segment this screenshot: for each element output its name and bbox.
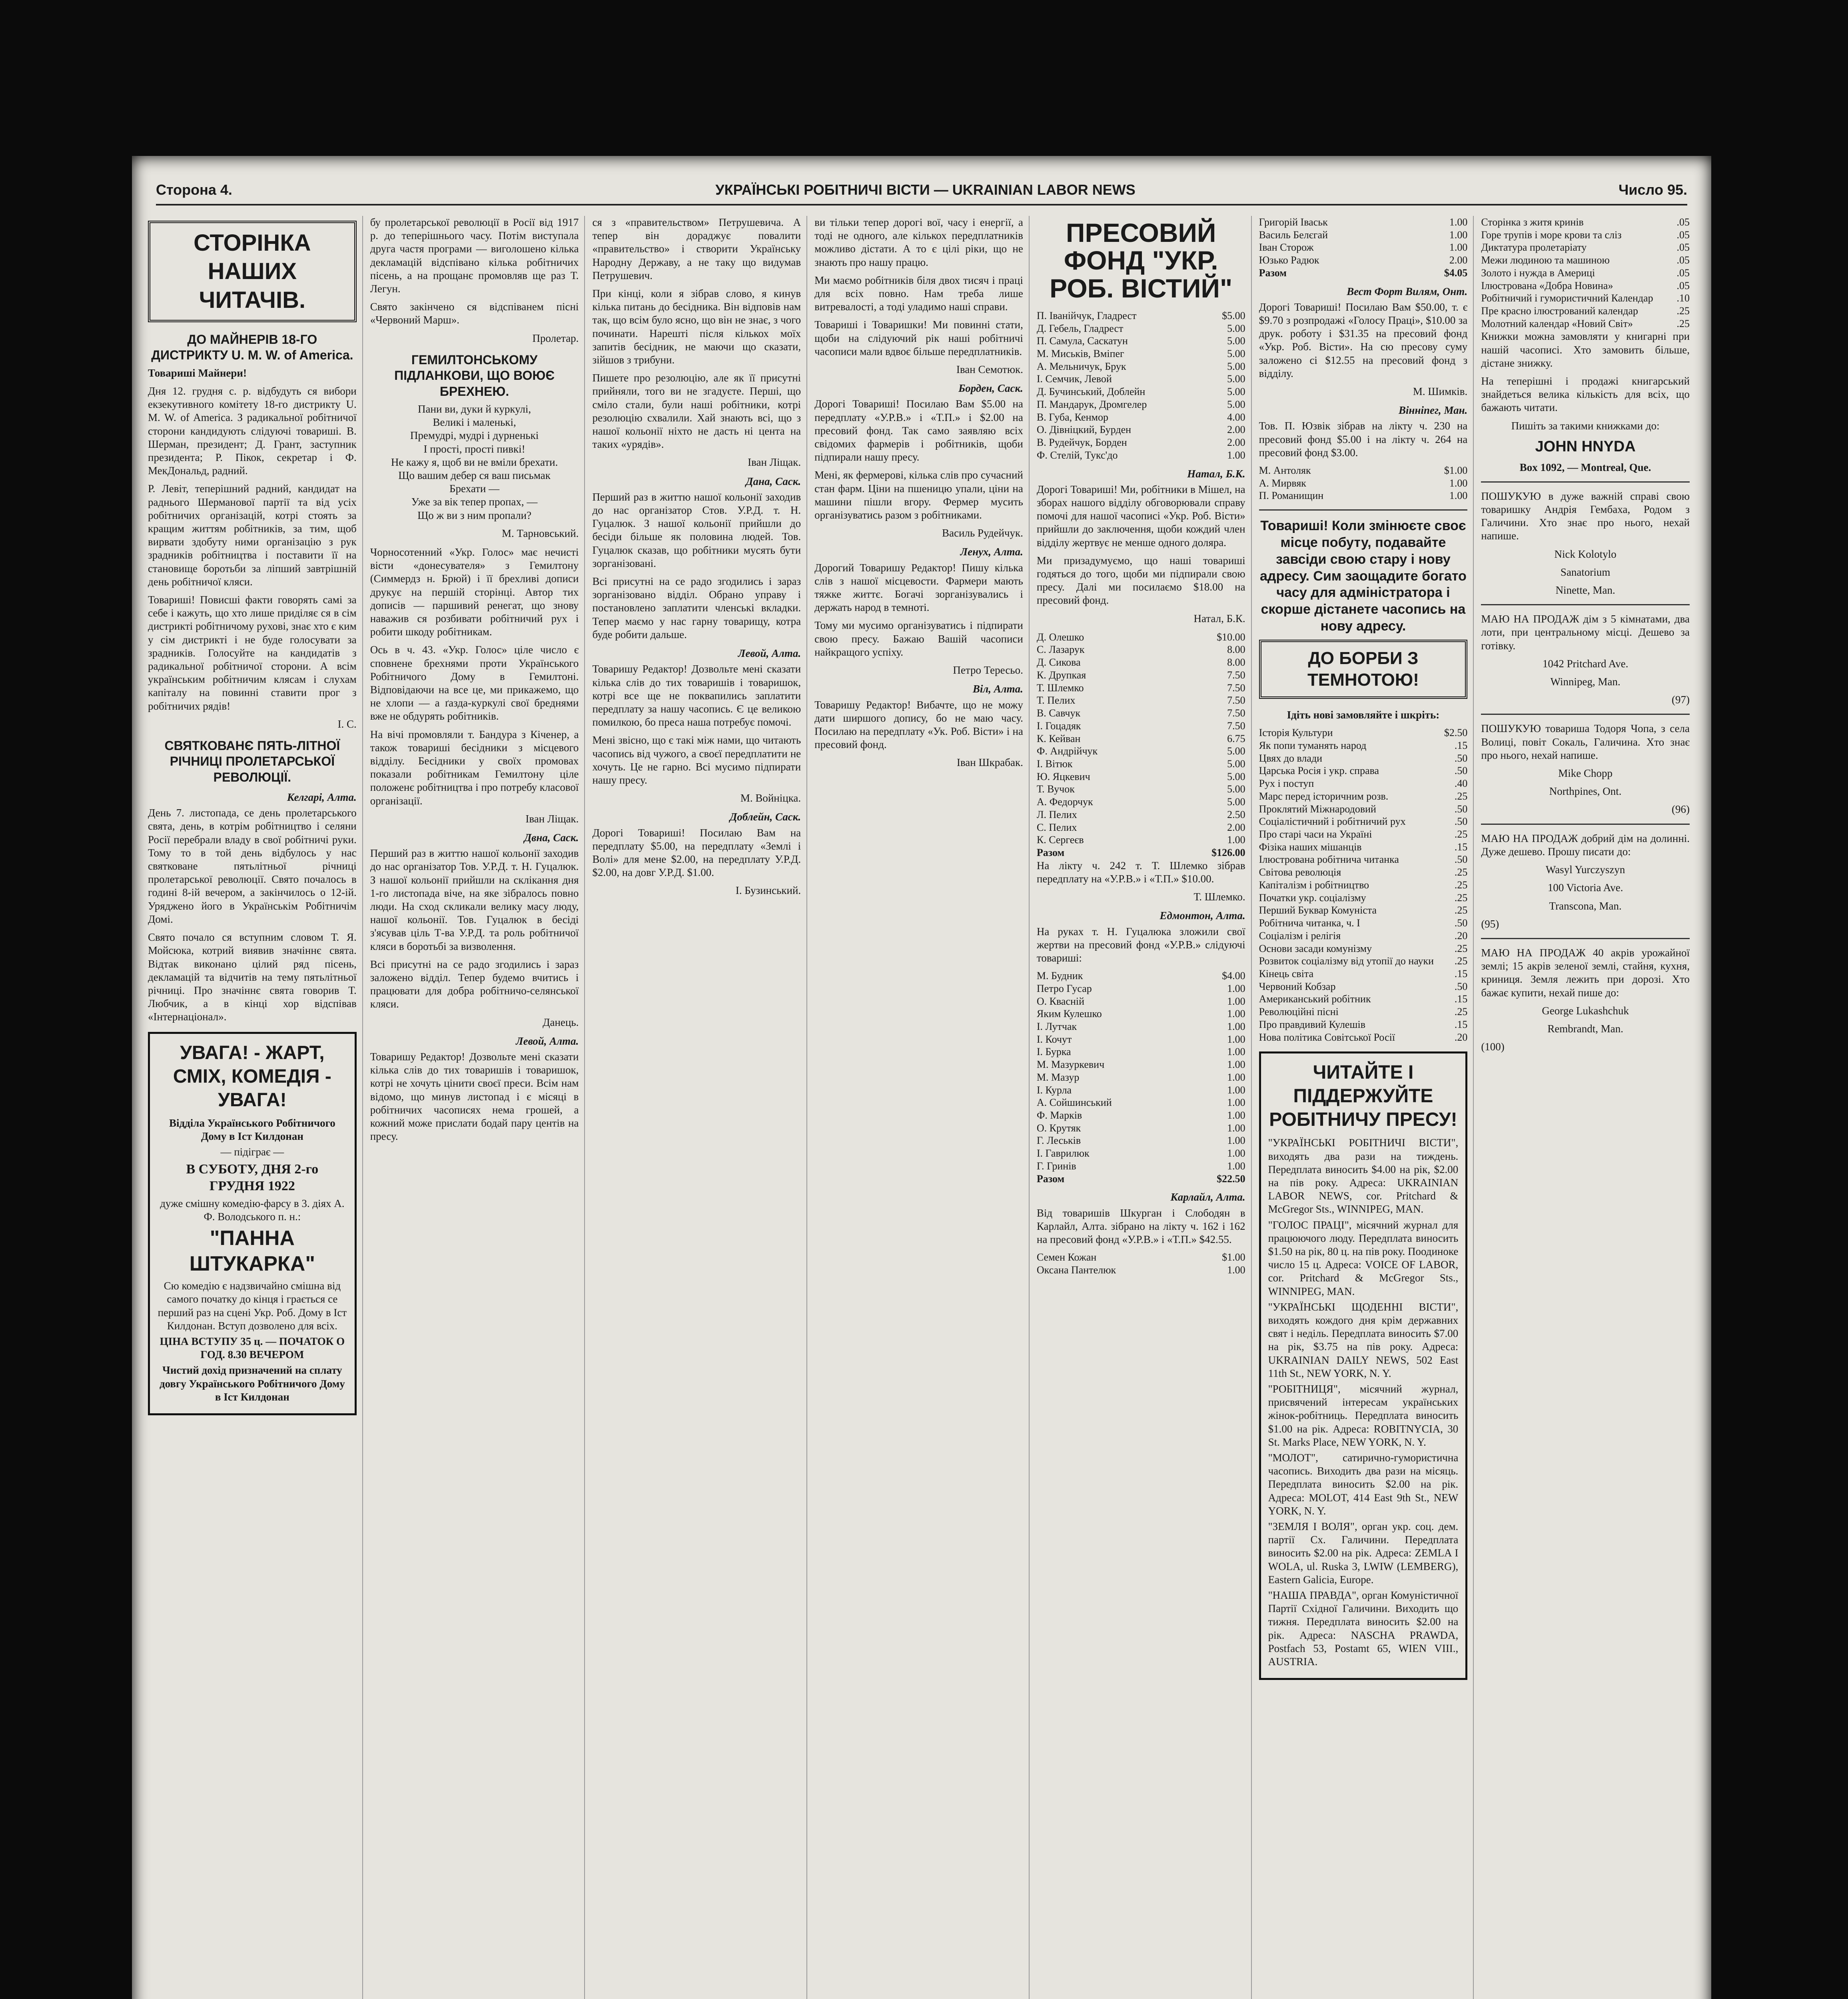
signature: І. Бузинський. (735, 884, 801, 897)
ad-address: Transcona, Man. (1549, 900, 1622, 912)
ad-number: (96) (1672, 803, 1690, 816)
list-item: І. Курла 1.00 (1036, 1084, 1245, 1096)
place: Карлайл, Алта. (1170, 1191, 1245, 1203)
column-4 (814, 216, 1030, 1999)
column-7 (1481, 216, 1695, 1999)
event-price: ЦІНА ВСТУПУ 35 ц. — ПОЧАТОК О ГОД. 8.30 ВЕЧЕРОМ (160, 1335, 345, 1361)
place: Левой, Алта. (516, 1035, 579, 1047)
list-item: В. Губа, Кенмор 4.00 (1036, 411, 1245, 423)
paragraph: Всі присутні на се радо згодились і зараз заложено відділ. Тепер будемо вчитись і працювати для добра робітничо-селянської кляси. (370, 958, 579, 1010)
list-item: Ф. Андрійчук 5.00 (1036, 745, 1245, 757)
paragraph: Дня 12. грудня с. р. відбудуть ся вибори екзекутивного комітету 18-го дистрикту U. M. W. of America. З радикальної робітничої сторони кандидують слідуючі товариші. В. Шерман, президент; Д. Грант, заступник президента; Р. Пікок, секретар і Ф. МекДональд, радний. (148, 385, 357, 477)
list-total: Разом $126.00 (1036, 846, 1245, 858)
list-item: І. Гоцадяк 7.50 (1036, 720, 1245, 732)
list-item: Марс перед історичним розв. .25 (1259, 790, 1468, 802)
list-item: Царська Росія і укр. справа .50 (1259, 765, 1468, 777)
list-item: Ю. Яцкевич 5.00 (1036, 770, 1245, 782)
paragraph: Дорогі Товариші! Посилаю Вам $50.00, т. є $9.70 з розпродажі «Голосу Праці», $10.00 за друк. роботу і $31.35 на пресовий фонд «Укр. Роб. Вісти». На сю пресову суму заложено сі $12.55 на пресовий фонд з відділу. (1259, 301, 1468, 379)
list-item: Г. Леськів 1.00 (1036, 1135, 1245, 1147)
paragraph: Р. Левіт, теперішний радний, кандидат на раднього Шерманової партії та від усіх робітничих організацій, котрі стоять за кращим життям робітників, за тим, щоб вирвати здобуту ними організацію з рук зрадників робітництва і поставити її на становище боротьби за ліпший завтрішній день робітничої кляси. (148, 483, 357, 588)
signature: Т. Шлемко. (1193, 891, 1245, 903)
paragraph: Товаришу Редактор! Дозвольте мені сказати кілька слів до тих товаришів і товаришок, котрі все ще не поквапились заплатити передплату за нашу часопись. Є це великою помилкою, бо преса наша потребує помочі. (592, 663, 801, 728)
list-item: Соціалізм і релігія .20 (1259, 930, 1468, 942)
paragraph: Мені звісно, що є такі між нами, що читають часопись від чужого, а своєї передплатити не хочуть. Це не гарно. Всі мусимо підпирати нашу пресу. (592, 734, 801, 786)
list-item: Диктатура пролетаріату .05 (1481, 241, 1690, 253)
article-title: ДО МАЙНЕРІВ 18-ГО ДИСТРИКТУ U. M. W. of America. (151, 332, 353, 363)
press-item: "ЗЕМЛЯ І ВОЛЯ", орган укр. соц. дем. партії Сх. Галичини. Передплата виносить $2.00 на рік. Адреса: ZEMLA I WOLA, ul. Ruska 3, LWIW (LEMBERG), Eastern Galicia, Europe. (1268, 1520, 1459, 1586)
press-ad-title: ЧИТАЙТЕ І ПІДДЕРЖУЙТЕ РОБІТНИЧУ ПРЕСУ! (1269, 1062, 1457, 1131)
paragraph: Перший раз в життю нашої кольонії заходив до нас організатор Стов. У.Р.Д. т. Н. Гуцалюк. З нашої кольонії прийшли до бесіди більше як половина людей. Тов. Гуцалюк сказав, що робітники мусять бути зорганізовані. (592, 491, 801, 569)
paragraph: Ми маємо робітників біля двох тисяч і праці для всіх повно. Нам треба лише витревалості, а тоді уладимо наші справи. (814, 274, 1023, 313)
list-item: А. Мельничук, Брук 5.00 (1036, 360, 1245, 372)
list-item: К. Друпкая 7.50 (1036, 669, 1245, 681)
list-item: Революційні пісні .25 (1259, 1006, 1468, 1018)
address-change-notice: Товариші! Коли змінюєте своє місце побуту, подавайте завсіди свою стару і нову адресу. Сим заощадите богато часу для адміністратора і скорше дістанете часопись на нову адресу. (1259, 518, 1467, 634)
place: Натал, Б.К. (1187, 467, 1245, 480)
classified-ad: ПОШУКУЮ товариша Тодоря Чопа, з села Волиці, повіт Сокаль, Галичина. Хто знає про нього, нехай напише. (1481, 722, 1690, 761)
list-item: Яким Кулешко 1.00 (1036, 1008, 1245, 1020)
list-item: Д. Бучинський, Доблейн 5.00 (1036, 386, 1245, 398)
list-item: Д. Гебель, Гладрест 5.00 (1036, 322, 1245, 334)
place: Борден, Саск. (958, 382, 1023, 395)
list-item: Межи людиною та машиною .05 (1481, 254, 1690, 266)
divider (1481, 604, 1690, 605)
list-item: П. Мандарук, Дромгелер 5.00 (1036, 398, 1245, 410)
list-item: О. Дівніцкий, Бурден 2.00 (1036, 424, 1245, 436)
list-item: Г. Гринів 1.00 (1036, 1160, 1245, 1172)
divider (1259, 509, 1468, 511)
list-item: П. Іванійчук, Гладрест $5.00 (1036, 309, 1245, 321)
list-item: І. Бурка 1.00 (1036, 1046, 1245, 1058)
event-play-title: "ПАННА ШТУКАРКА" (189, 1227, 315, 1276)
event-ad-title: УВАГА! - ЖАРТ, СМІХ, КОМЕДІЯ - УВАГА! (173, 1042, 331, 1111)
signature: Василь Рудейчук. (942, 527, 1023, 539)
press-ad (1259, 1051, 1468, 1680)
paragraph: День 7. листопада, се день пролетарського свята, день, в котрім робітництво і селяни Росії перебрали владу в свої робітничі руки. Тому то в той день відбулось у нас святковане пятьлітньої річниці пролетарської революції. Свято почалось в годині 8-ій вечером, а закінчилось о 12-ій. Уряджено його в Українськім Робітничім Домі. (148, 807, 357, 925)
event-purpose: Чистий дохід призначений на сплату довгу Українського Робітничого Дому в Іст Килдонан (159, 1364, 345, 1403)
list-item: Фізіка наших мішанців .15 (1259, 841, 1468, 853)
list-item: Пре красно ілюстрований календар .25 (1481, 305, 1690, 317)
signature: Пролетар. (532, 332, 579, 344)
list-item: Робітничий і гумористичний Календар .10 (1481, 292, 1690, 304)
paragraph: На теперішні і продажі книгарський знайдеться велика кількість для всіх, що бажають читати. (1481, 375, 1690, 414)
signature: Іван Ліщак. (525, 812, 579, 825)
paragraph: Тому ми мусимо організуватись і підпирати свою пресу. Бажаю Вашій часописи найкращого успіху. (814, 619, 1023, 658)
list-item: Горе трупів і море крови та сліз .05 (1481, 229, 1690, 241)
list-item: Про правдивий Кулешів .15 (1259, 1018, 1468, 1030)
ad-address: Winnipeg, Man. (1550, 676, 1620, 688)
divider (1481, 481, 1690, 483)
divider (1481, 714, 1690, 715)
paragraph: Товариші! Повисші факти говорять самі за себе і кажуть, що хто лише приділяє ся в сім дистрикті робітничому рухові, знає хто є ким у сім дистрикті і не буде голосувати за зрадників. Голосуйте на кандидатів з радикальної робітничої сторони. А всім українським робітничим клясам і слухам капіталу на повинні ставити прог з робітничих рядів! (148, 593, 357, 712)
list-item: Ф. Стелій, Тукс'до 1.00 (1036, 449, 1245, 461)
page-header (156, 176, 1687, 205)
paragraph: Перший раз в життю нашої кольонії заходив до нас організатор Тов. У.Р.Д. т. Н. Гуцалюк. З нашої кольонії прийшли на склікання дня 1-го листопада віче, на яке зібралось повно люди. На сход скликали велику масу люду, нашої кольонії. Тов. Гуцалюк в бесіді з'ясував ціль Т-ва У.Р.Д. та роль робітничої кляси в боротьбі за визволення. (370, 847, 579, 952)
list-item: Світова революція .25 (1259, 866, 1468, 878)
signature: І. С. (337, 718, 357, 730)
signature: Іван Семотюк. (956, 363, 1023, 376)
list-item: Історія Культури $2.50 (1259, 727, 1468, 739)
column-6 (1259, 216, 1474, 1999)
list-item: Юзько Радюк 2.00 (1259, 254, 1468, 266)
list-item: Цвях до влади .50 (1259, 752, 1468, 764)
list-item: Кінець світа .15 (1259, 968, 1468, 980)
event-date: В СУБОТУ, ДНЯ 2-го ГРУДНЯ 1922 (186, 1162, 319, 1194)
classified-ad: МАЮ НА ПРОДАЖ 40 акрів урожайної землі; 15 акрів зеленої землі, стайня, кухня, криниця. Земля лежить при дорозі. Хто бажає купити, нехай пише до: (1481, 946, 1690, 999)
paragraph: На руках т. Н. Гуцалюка зложили свої жертви на пресовий фонд «У.Р.В.» слідуючі товариші: (1036, 925, 1245, 964)
event-organizer: Відділа Українського Робітничого Дому в Іст Килдонан (169, 1117, 335, 1142)
newspaper-page (132, 156, 1711, 1999)
signature: М. Войніцка. (740, 792, 801, 804)
paragraph: На лікту ч. 242 т. Т. Шлемко зібрав передплату на «У.Р.В.» і «Т.П.» $10.00. (1036, 859, 1245, 885)
list-item: Т. Пелих 7.50 (1036, 694, 1245, 706)
paragraph: Свято почало ся вступним словом Т. Я. Мойсюка, котрий виявив значіннє свята. Відтак виконано цілий ряд пісень, декламацій та відчитів на тему пятьлітньої річниці. Про значіннє свята говорив Т. Любчик, а в кінці хор відспівав «Інтернаціонал». (148, 931, 357, 1023)
press-item: "МОЛОТ", сатирично-гумористична часопись. Виходить два рази на місяць. Передплата виносить $2.00 на рік. Адреса: MOLOT, 414 East 9th St., NEW YORK, N. Y. (1268, 1452, 1459, 1517)
issue-number: Число 95. (1618, 182, 1687, 198)
paragraph: ся з «правительством» Петрушевича. А тепер він дораджує повалити «правительство» і створити Українську Народну Державу, а не таку що видумав Петрушевич. (592, 216, 801, 281)
section-title: СТОРІНКА НАШИХ ЧИТАЧІВ. (148, 221, 357, 322)
list-item: Основи засади комунізму .25 (1259, 942, 1468, 954)
list-item: А. Сойшинський 1.00 (1036, 1097, 1245, 1109)
ad-address: Rembrandt, Man. (1547, 1022, 1624, 1035)
signature: Натал, Б.К. (1193, 612, 1245, 624)
column-3 (592, 216, 807, 1999)
list-item: В. Савчук 7.50 (1036, 707, 1245, 719)
press-item: "УКРАЇНСЬКІ РОБІТНИЧІ ВІСТИ", виходять два рази на тиждень. Передплата виносить $4.00 на рік, $2.00 на пів року. Адреса: UKRAINIAN LABOR NEWS, cor. Pritchard & McGregor Sts., WINNIPEG, MAN. (1268, 1137, 1459, 1215)
ad-number: (97) (1672, 694, 1690, 706)
event-body: Сю комедію є надзвичайно смішна від самого початку до кінця і грається се перший раз на сцені Укр. Роб. Дому в Іст Килдонан. Вступ дозволено для всіх. (158, 1280, 347, 1332)
poem: Пани ви, дуки й куркулі, Великі і маленькі, Премудрі, мудрі і дурненькі І прості, прості пивкі! Не кажу я, щоб ви не вміли брехати. Що вашим дебер ся ваш письмак Брехати — Уже за вік тепер пропах, — Що ж ви з ним пропали? (391, 403, 558, 521)
signature: Іван Ліщак. (748, 456, 801, 469)
list-item: Золото і нужда в Америці .05 (1481, 267, 1690, 279)
column-2 (370, 216, 585, 1999)
place: Дана, Саск. (746, 475, 801, 487)
paragraph: Книжки можна замовляти у книгарні при нашій часописі. Хто замовить більше, дістане знижку. (1481, 330, 1690, 369)
ad-name: Mike Chopp (1558, 767, 1613, 780)
list-item: О. Крутяк 1.00 (1036, 1122, 1245, 1134)
paragraph: Від товаришів Шкурган і Слободян в Карлайл, Алта. зібрано на лікту ч. 162 і 162 на пресовий фонд «У.Р.В.» і «Т.П.» $42.55. (1036, 1207, 1245, 1245)
list-item: І. Кочут 1.00 (1036, 1033, 1245, 1045)
divider (1481, 938, 1690, 939)
list-item: С. Пелих 2.00 (1036, 821, 1245, 833)
paragraph: Ось в ч. 43. «Укр. Голос» ціле число є сповнене брехнями проти Українського Робітничого Дому в Гемилтоні. Відповідаючи на все це, ми прикажемо, що не хлопи — а ґазда-куркулі свої бреднями вже не обдурять робітників. (370, 644, 579, 722)
list-item: Початки укр. соціалізму .25 (1259, 892, 1468, 904)
column-5 (1037, 216, 1252, 1999)
classified-ad: ПОШУКУЮ в дуже важній справі свою товаришку Андрія Гембаха, Родом з Галичини. Хто знає про нього, нехай напише. (1481, 490, 1690, 542)
list-item: Червоний Кобзар .50 (1259, 980, 1468, 992)
list-item: Розвиток соціалізму від утопії до науки .25 (1259, 955, 1468, 967)
press-item: "НАША ПРАВДА", орган Комуністичної Партії Східної Галичини. Виходить що тижня. Передплата виносить $2.00 на рік. Адреса: NASCHA PRAWDA, Postfach 53, Postamt 65, WIEN VIII., AUSTRIA. (1268, 1589, 1459, 1668)
paragraph: Дорогі Товариші! Посилаю Вам $5.00 на передплату «У.Р.В.» і «Т.П.» і $2.00 на пресовий фонд. Так само заявляю всіх свідомих фармерів і робітників, щоби підпирали нашу пресу. (814, 398, 1023, 463)
list-item: Петро Гусар 1.00 (1036, 982, 1245, 994)
ad-address: Sanatorium (1560, 566, 1611, 578)
list-item: Ілюстрована «Добра Новина» .05 (1481, 279, 1690, 291)
signature: Петро Тересьо. (953, 664, 1023, 676)
list-item: П. Романищин 1.00 (1259, 490, 1468, 502)
book-list (1259, 726, 1468, 1043)
paragraph: Мені, як фермерові, кілька слів про сучасний стан фарм. Ціни на пшеницю упали, ціни на машини пішли вгору. Фермер мусить організуватись разом з робітниками. (814, 469, 1023, 521)
darkness-title: ДО БОРБИ З ТЕМНОТОЮ! (1259, 640, 1468, 699)
list-item: А. Мирвяк 1.00 (1259, 477, 1468, 489)
list-item: Т. Вучок 5.00 (1036, 783, 1245, 795)
ad-address: Ninette, Man. (1555, 584, 1615, 597)
place: Віл, Алта. (972, 683, 1023, 695)
press-item: "РОБІТНИЦЯ", місячний журнал, присвячений інтересам українських жінок-робітниць. Передплата виносить $1.00 на рік. Адреса: ROBITNYCIA, 30 St. Marks Place, NEW YORK, N. Y. (1268, 1383, 1459, 1448)
list-item: І. Семчик, Левой 5.00 (1036, 373, 1245, 385)
paragraph: Дорогий Товаришу Редактор! Пишу кілька слів з нашої місцевости. Фармери мають тяжке життє. Богачі зорганізувались і держать народ в темноті. (814, 561, 1023, 614)
list-item: Соціалістичний і робітничий рух .50 (1259, 816, 1468, 828)
list-item: Молотний календар «Новий Світ» .25 (1481, 317, 1690, 329)
signature: Данець. (543, 1016, 579, 1028)
article-title: ГЕМИЛТОНСЬКОМУ ПІДЛАНКОВИ, ЩО ВОЮЄ БРЕХНЕЮ. (394, 352, 555, 399)
list-item: С. Лазарук 8.00 (1036, 644, 1245, 656)
paragraph: Дорогі Товариші! Посилаю Вам на передплату $5.00, на передплату «Землі і Волі» для мене $2.00, на передплату У.Р.Д. $2.00, на довг У.Р.Д. $1.00. (592, 826, 801, 879)
page-number: Сторона 4. (156, 182, 232, 198)
press-item: "УКРАЇНСЬКІ ЩОДЕННІ ВІСТИ", виходять кождого дня крім державних свят і неділь. Передплата виносить $7.00 на рік, $3.75 на пів року. Адреса: UKRAINIAN DAILY NEWS, 502 East 11th St., NEW YORK, N. Y. (1268, 1301, 1459, 1379)
press-fund-list-1 (1037, 309, 1245, 462)
place: Едмонтон, Алта. (1159, 910, 1245, 922)
place: Доблейн, Саск. (729, 811, 801, 823)
list-item: Семен Кожан $1.00 (1036, 1251, 1245, 1263)
list-item: Д. Олешко $10.00 (1036, 631, 1245, 643)
paragraph: Чорносотенний «Укр. Голос» має нечисті вісти «донесувателя» з Гемилтону (Симмердз н. Брюй) і її брехливі дописи друкує на першій сторінці. Автор тих дописів — паршивий ренегат, що знову наважив ся розбивати робітничий рух і робити шкоду робітникам. (370, 546, 579, 638)
list-item: В. Рудейчук, Борден 2.00 (1036, 437, 1245, 449)
paragraph: Свято закінчено ся відспіванем пісні «Червоний Марш». (370, 301, 579, 326)
paragraph: ви тільки тепер дорогі вої, часу і енергії, а тоді не одного, але кількох передплатників можливо дістати. А то є цілі ріки, що не знають про нашу працю. (814, 216, 1023, 268)
paragraph: На вічі промовляли т. Бандура з Кіченер, а також товариші бесідники з місцевого відділу. Бесідники у своїх промовах показали робітникам Гемилтону ціле положенє робітництва і про потребу класової організації. (370, 728, 579, 807)
list-item: Д. Сикова 8.00 (1036, 656, 1245, 668)
list-item: Василь Белєгай 1.00 (1259, 229, 1468, 241)
list-item: Сторінка з житя кринів .05 (1481, 216, 1690, 228)
list-item: І. Лутчак 1.00 (1036, 1020, 1245, 1032)
event-ad (148, 1032, 357, 1415)
classified-ad: МАЮ НА ПРОДАЖ добрий дім на долинні. Дуже дешево. Прошу писати до: (1481, 832, 1690, 858)
paragraph: Товаришу Редактор! Вибачте, що не можу дати ширшого допису, бо не маю часу. Посилаю на передплату «Ук. Роб. Вісти» і на пресовий фонд. (814, 698, 1023, 751)
ad-address: 100 Victoria Ave. (1547, 882, 1623, 894)
paragraph: При кінці, коли я зібрав слово, я кинув кілька питань до бесідника. Він відповів нам так, що всім було ясно, що він не знає, з чого починати. Нарешті після кількох моїх запитів бесідник, не маючи що сказати, зійшов з трибуни. (592, 287, 801, 366)
list-item: М. Мазуркевич 1.00 (1036, 1059, 1245, 1071)
list-item: Рух і поступ .40 (1259, 778, 1468, 790)
paragraph: Товариші і Товаришки! Ми повинні стати, щоби на слідуючий рік наші робітничі часописи мали вдвоє більше передплатників. (814, 319, 1023, 357)
event-presents: — підіграє — (220, 1146, 284, 1158)
list-item: А. Федорчук 5.00 (1036, 796, 1245, 808)
address-intro: Пишіть за такими книжками до: (1511, 419, 1660, 432)
place: Вінніпег, Ман. (1398, 404, 1468, 417)
list-item: І. Вітюк 5.00 (1036, 758, 1245, 770)
list-item: П. Самула, Саскатун 5.00 (1036, 335, 1245, 347)
list-item: І. Гаврилюк 1.00 (1036, 1147, 1245, 1159)
event-desc: дуже смішну комедію-фарсу в 3. діях А. Ф. Володського п. н.: (160, 1197, 345, 1223)
ad-number: (95) (1481, 918, 1499, 930)
paragraph: Ми призадумуємо, що наші товариші годяться до того, щоби ми підпирали свою пресу. Далі ми посилаємо $18.00 на пресовий фонд. (1036, 554, 1245, 606)
list-item: Л. Пелих 2.50 (1036, 808, 1245, 820)
column-1 (148, 216, 363, 1999)
ad-name: Wasyl Yurczyszyn (1545, 864, 1625, 876)
ad-address: 1042 Pritchard Ave. (1542, 657, 1628, 670)
place: Келгарі, Алта. (287, 791, 357, 804)
list-item: Нова політика Совітської Росії .20 (1259, 1031, 1468, 1043)
signature: М. Шимків. (1413, 385, 1468, 398)
list-item: Як попи туманять народ .15 (1259, 740, 1468, 752)
paragraph: Дорогі Товариші! Ми, робітники в Мішел, на зборах нашого відділу обговорювали справу помочі для нашої часописі «Укр. Роб. Вісти» прийшли до заключення, щоби кождий член відділу жертвує не менше одного доляра. (1036, 483, 1245, 549)
greeting: Товариші Майнери! (148, 367, 247, 379)
list-item: Т. Шлемко 7.50 (1036, 682, 1245, 694)
press-item: "ГОЛОС ПРАЦІ", місячний журнал для працюючого люду. Передплата виносить $1.50 на рік, 80 ц. на пів року. Поодиноке число 15 ц. Адреса: VOICE OF LABOR, cor. Pritchard & McGregor Sts., WINNIPEG, MAN. (1268, 1219, 1459, 1297)
list-item: Оксана Пантелюк 1.00 (1036, 1264, 1245, 1276)
list-item: М. Мазур 1.00 (1036, 1071, 1245, 1083)
list-item: Американський робітник .15 (1259, 993, 1468, 1005)
list-item: Проклятий Міжнародовий .50 (1259, 803, 1468, 815)
press-fund-title: ПРЕСОВИЙ ФОНД "УКР. РОБ. ВІСТИЙ" (1050, 218, 1233, 303)
paragraph: бу пролетарської революції в Росії від 1917 р. до теперішнього часу. Потім виступала друга частя програми — виголошено кілька декламацій відспівано кілька робітничих пісень, а на прощанє промовляв ще раз Т. Легун. (370, 216, 579, 295)
press-fund-list-3 (1037, 970, 1245, 1185)
paper-title: УКРАЇНСЬКІ РОБІТНИЧІ ВІСТИ — UKRAINIAN LABOR NEWS (715, 182, 1136, 198)
place: Двна, Саск. (524, 832, 579, 844)
list-item: Робітнича читанка, ч. І .50 (1259, 917, 1468, 929)
place: Вест Форт Вилям, Онт. (1347, 285, 1468, 297)
address-name: JOHN HNYDA (1535, 438, 1636, 455)
list-item: Капіталізм і робітництво .25 (1259, 879, 1468, 891)
classified-ad: МАЮ НА ПРОДАЖ дім з 5 кімнатами, два лоти, при центральному місці. Дешево за готівку. (1481, 613, 1690, 652)
paragraph: Тов. П. Юзвік зібрав на лікту ч. 230 на пресовий фонд $5.00 і на лікту ч. 264 на пресовий фонд $3.00. (1259, 420, 1468, 459)
list-item: Іван Сторож 1.00 (1259, 241, 1468, 253)
list-item: Григорій Іваськ 1.00 (1259, 216, 1468, 228)
ad-name: George Lukashchuk (1542, 1004, 1629, 1017)
list-item: М. Миськів, Вміпег 5.00 (1036, 348, 1245, 360)
address-box: Box 1092, — Montreal, Que. (1519, 461, 1651, 473)
ad-name: Nick Kolotylo (1554, 548, 1617, 560)
place: Ленух, Алта. (960, 546, 1023, 558)
list-item: Перший Буквар Комуніста .25 (1259, 904, 1468, 916)
press-fund-list-2 (1037, 631, 1245, 859)
article-title: СВЯТКОВАНЄ ПЯТЬ-ЛІТНОЇ РІЧНИЦІ ПРОЛЕТАРСЬКОЇ РЕВОЛЮЦІЇ. (164, 738, 340, 784)
ad-number: (100) (1481, 1041, 1505, 1053)
list-total: Разом $22.50 (1036, 1173, 1245, 1185)
list-item: К. Сергеєв 1.00 (1036, 834, 1245, 846)
list-total: Разом $4.05 (1259, 267, 1468, 279)
paragraph: Товаришу Редактор! Дозвольте мені сказати кілька слів до тих товаришів і товаришок, котрі не хочуть цінити своєї преси. Всім нам відомо, що минув листопад і є місяці в робітничих часописях нема грошей, а кожний може прислати бодай пару центів на пресу. (370, 1051, 579, 1143)
list-item: М. Будник $4.00 (1036, 970, 1245, 982)
signature: Іван Шкрабак. (956, 756, 1023, 769)
paragraph: Пишете про резолюцію, але як її присутні прийняли, того ви не згадуєте. Перші, що сміло стали, були наші робітники, котрі резолюцію схвалили. Хай знають всі, що з нашої кольонії ніхто не дасть ні цента на таких «урядів». (592, 372, 801, 451)
list-item: К. Кейван 6.75 (1036, 732, 1245, 744)
columns (148, 216, 1695, 1999)
signature: М. Тарновський. (502, 527, 579, 539)
list-item: Про старі часи на Україні .25 (1259, 828, 1468, 840)
list-item: М. Антоляк $1.00 (1259, 465, 1468, 477)
list-item: Ф. Марків 1.00 (1036, 1109, 1245, 1121)
ad-address: Northpines, Ont. (1549, 785, 1622, 798)
divider (1481, 824, 1690, 825)
paragraph: Всі присутні на се радо згодились і зараз зорганізовано відділ. Обрано управу і постановлено заплатити членські вкладки. Тепер маємо у нас гарну товарищу, котра буде робити дальше. (592, 575, 801, 640)
place: Левой, Алта. (738, 647, 801, 660)
darkness-subtitle: Ідіть нові замовляйте і шкріть: (1287, 709, 1440, 721)
list-item: О. Квасній 1.00 (1036, 995, 1245, 1007)
list-item: Ілюстрована робітнича читанка .50 (1259, 854, 1468, 866)
